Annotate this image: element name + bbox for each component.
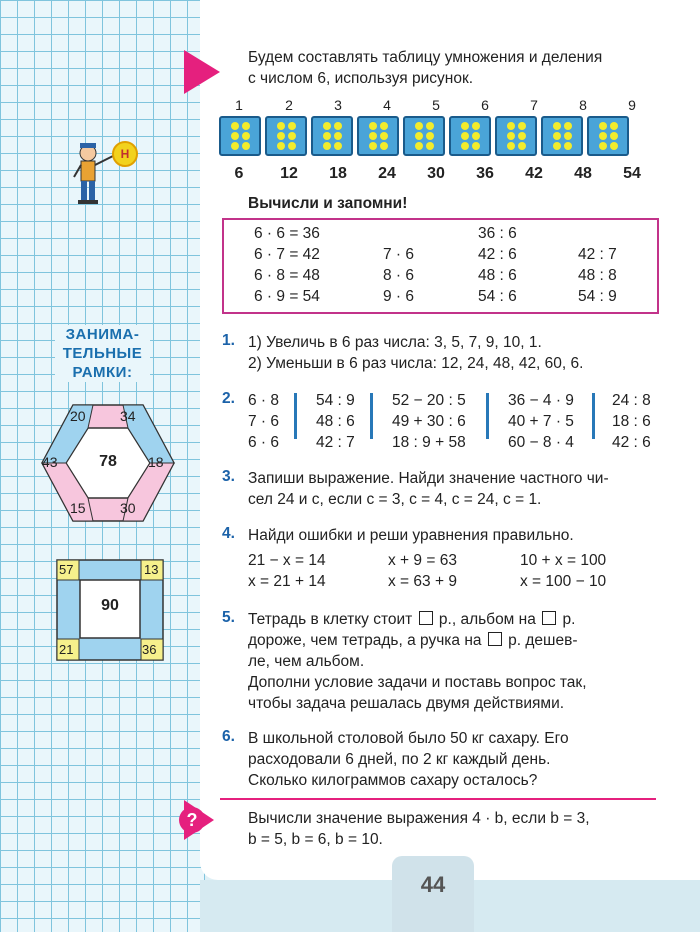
expression: 60 − 8 · 4 xyxy=(508,434,574,451)
dice-row xyxy=(219,116,629,156)
dot xyxy=(242,142,250,150)
dot xyxy=(553,132,561,140)
dice-index: 8 xyxy=(579,97,587,113)
expression: 6 · 6 xyxy=(248,434,280,451)
sidebar-title-line: ЗАНИМА- xyxy=(65,326,140,343)
square-center-value: 90 xyxy=(101,597,119,614)
expression: 48 : 6 xyxy=(316,413,355,430)
dot xyxy=(277,132,285,140)
bonus-line-2: b = 5, b = 6, b = 10. xyxy=(248,831,383,848)
dot xyxy=(288,142,296,150)
dot xyxy=(610,142,618,150)
dice-result: 42 xyxy=(525,165,543,182)
dice-six-icon xyxy=(403,116,445,156)
square-bottom-left-value: 21 xyxy=(59,642,74,657)
column-divider xyxy=(370,393,373,439)
expression: 36 − 4 · 9 xyxy=(508,392,574,409)
dot xyxy=(610,132,618,140)
dot xyxy=(369,142,377,150)
dot xyxy=(380,142,388,150)
column-divider xyxy=(592,393,595,439)
expression: 18 : 9 + 58 xyxy=(392,434,466,451)
dot xyxy=(461,132,469,140)
dot xyxy=(461,142,469,150)
dot xyxy=(277,122,285,130)
dot xyxy=(415,142,423,150)
dot xyxy=(323,132,331,140)
dot xyxy=(518,132,526,140)
dot xyxy=(553,122,561,130)
bonus-line-1: Вычисли значение выражения 4 · b, если b = 3, xyxy=(248,810,590,827)
memorize-cell: 48 : 6 xyxy=(478,267,517,284)
equation: x = 21 + 14 xyxy=(248,573,326,590)
dice-result: 24 xyxy=(378,165,396,182)
blank-box-icon xyxy=(488,632,502,646)
question-mark-icon: ? xyxy=(179,807,205,833)
expression: 6 · 8 xyxy=(248,392,280,409)
dice-index: 6 xyxy=(481,97,489,113)
dot xyxy=(610,122,618,130)
dot xyxy=(415,122,423,130)
dice-result: 6 xyxy=(234,165,244,182)
dot xyxy=(426,142,434,150)
column-divider xyxy=(486,393,489,439)
page-number: 44 xyxy=(420,872,446,897)
dot xyxy=(472,132,480,140)
equation: x + 9 = 63 xyxy=(388,552,457,569)
expression: 42 : 7 xyxy=(316,434,355,451)
expression: 54 : 9 xyxy=(316,392,355,409)
task-5-text-d: дороже, чем тетрадь, а ручка на xyxy=(248,632,482,649)
dot xyxy=(472,142,480,150)
dot xyxy=(334,142,342,150)
memorize-cell: 6 · 6 = 36 xyxy=(254,225,320,242)
memorize-title: Вычисли и запомни! xyxy=(248,195,408,212)
task-3-line-2: сел 24 и c, если c = 3, c = 4, c = 24, c = 1. xyxy=(248,491,542,508)
dot xyxy=(599,142,607,150)
expression: 40 + 7 · 5 xyxy=(508,413,574,430)
memorize-cell: 54 : 9 xyxy=(578,288,617,305)
task-6-number: 6. xyxy=(222,728,235,745)
dice-index: 2 xyxy=(285,97,293,113)
hex-bottom-left-value: 15 xyxy=(70,500,86,516)
dice-result: 54 xyxy=(623,165,641,182)
dice-six-icon xyxy=(357,116,399,156)
expression: 49 + 30 : 6 xyxy=(392,413,466,430)
dot xyxy=(369,122,377,130)
task-1-line-1: 1) Увеличь в 6 раз числа: 3, 5, 7, 9, 10, 1. xyxy=(248,334,542,351)
task-5-number: 5. xyxy=(222,609,235,626)
dot xyxy=(369,132,377,140)
dice-result: 36 xyxy=(476,165,494,182)
hex-top-right-value: 34 xyxy=(120,408,136,424)
task-5-text-b: р., альбом на xyxy=(438,611,536,628)
dot xyxy=(380,122,388,130)
task-5-text-c: р. xyxy=(562,611,576,628)
intro-line-2: с числом 6, используя рисунок. xyxy=(248,70,474,87)
dot xyxy=(380,132,388,140)
task-3-line-1: Запиши выражение. Найди значение частного чи- xyxy=(248,470,609,487)
dice-result: 30 xyxy=(427,165,445,182)
expression: 18 : 6 xyxy=(612,413,651,430)
dot xyxy=(231,132,239,140)
task-5-line-5: чтобы задача решалась двумя действиями. xyxy=(248,695,565,712)
task-5-text-a: Тетрадь в клетку стоит xyxy=(248,611,413,628)
task-1-line-2: 2) Уменьши в 6 раз числа: 12, 24, 48, 42, 60, 6. xyxy=(248,355,584,372)
memorize-cell: 36 : 6 xyxy=(478,225,517,242)
dot xyxy=(564,132,572,140)
memorize-cell: 6 · 7 = 42 xyxy=(254,246,320,263)
hex-left-value: 43 xyxy=(42,454,58,470)
sidebar-title-line: РАМКИ: xyxy=(72,364,133,381)
equation: 21 − x = 14 xyxy=(248,552,326,569)
dice-index: 3 xyxy=(334,97,342,113)
dot xyxy=(507,142,515,150)
dice-six-icon xyxy=(541,116,583,156)
sidebar-title xyxy=(55,325,150,382)
equation: 10 + x = 100 xyxy=(520,552,607,569)
dot xyxy=(277,142,285,150)
memorize-cell: 6 · 8 = 48 xyxy=(254,267,320,284)
dot xyxy=(334,132,342,140)
equation: x = 100 − 10 xyxy=(520,573,607,590)
task-4-number: 4. xyxy=(222,525,235,542)
dot xyxy=(507,122,515,130)
dice-result: 18 xyxy=(329,165,347,182)
dice-six-icon xyxy=(587,116,629,156)
memorize-cell: 8 · 6 xyxy=(383,267,415,284)
dice-index: 4 xyxy=(383,97,391,113)
dot xyxy=(323,142,331,150)
dice-index: 7 xyxy=(530,97,538,113)
expression: 52 − 20 : 5 xyxy=(392,392,466,409)
divider-line xyxy=(220,798,656,800)
task-2-number: 2. xyxy=(222,390,235,407)
expression: 42 : 6 xyxy=(612,434,651,451)
blank-box-icon xyxy=(542,611,556,625)
memorize-cell: 7 · 6 xyxy=(383,246,415,263)
task-5-line-3: ле, чем альбом. xyxy=(248,653,365,670)
dot xyxy=(564,142,572,150)
dice-six-icon xyxy=(311,116,353,156)
memorize-cell: 6 · 9 = 54 xyxy=(254,288,320,305)
dot xyxy=(231,122,239,130)
hex-top-left-value: 20 xyxy=(70,408,86,424)
dot xyxy=(415,132,423,140)
square-top-right-value: 13 xyxy=(144,562,159,577)
dot xyxy=(553,142,561,150)
dot xyxy=(242,132,250,140)
task-6-line-3: Сколько килограммов сахару осталось? xyxy=(248,772,538,789)
hex-bottom-right-value: 30 xyxy=(120,500,136,516)
dot xyxy=(518,142,526,150)
equation: x = 63 + 9 xyxy=(388,573,457,590)
task-5-line-2 xyxy=(248,630,578,651)
square-bottom-right-value: 36 xyxy=(142,642,157,657)
dot xyxy=(323,122,331,130)
task-5-line-1 xyxy=(248,609,575,630)
dot xyxy=(288,132,296,140)
hex-center-value: 78 xyxy=(99,453,117,470)
expression: 24 : 8 xyxy=(612,392,651,409)
badge-icon: Н xyxy=(112,141,138,167)
dice-result: 48 xyxy=(574,165,592,182)
dice-result: 12 xyxy=(280,165,298,182)
dot xyxy=(334,122,342,130)
dot xyxy=(599,132,607,140)
dice-six-icon xyxy=(265,116,307,156)
dice-index: 1 xyxy=(235,97,243,113)
dice-index: 9 xyxy=(628,97,636,113)
sidebar-title-line: ТЕЛЬНЫЕ xyxy=(62,345,143,362)
memorize-cell: 42 : 6 xyxy=(478,246,517,263)
dot xyxy=(242,122,250,130)
task-5-line-4: Дополни условие задачи и поставь вопрос так, xyxy=(248,674,587,691)
dot xyxy=(599,122,607,130)
memorize-cell: 42 : 7 xyxy=(578,246,617,263)
task-1-number: 1. xyxy=(222,332,235,349)
dice-six-icon xyxy=(219,116,261,156)
task-4-line-1: Найди ошибки и реши уравнения правильно. xyxy=(248,527,574,544)
dot xyxy=(426,122,434,130)
dot xyxy=(472,122,480,130)
dice-index: 5 xyxy=(432,97,440,113)
blank-box-icon xyxy=(419,611,433,625)
hex-right-value: 18 xyxy=(148,454,164,470)
task-5-text-e: р. дешев- xyxy=(508,632,578,649)
expression: 7 · 6 xyxy=(248,413,280,430)
section-marker-icon xyxy=(184,50,220,94)
dot xyxy=(231,142,239,150)
dot xyxy=(518,122,526,130)
dice-six-icon xyxy=(495,116,537,156)
task-3-number: 3. xyxy=(222,468,235,485)
memorize-cell: 48 : 8 xyxy=(578,267,617,284)
memorize-cell: 9 · 6 xyxy=(383,288,415,305)
square-top-left-value: 57 xyxy=(59,562,74,577)
task-6-line-1: В школьной столовой было 50 кг сахару. Его xyxy=(248,730,569,747)
memorize-cell: 54 : 6 xyxy=(478,288,517,305)
dice-six-icon xyxy=(449,116,491,156)
dot xyxy=(426,132,434,140)
column-divider xyxy=(294,393,297,439)
dot xyxy=(507,132,515,140)
dot xyxy=(288,122,296,130)
dot xyxy=(461,122,469,130)
dot xyxy=(564,122,572,130)
task-6-line-2: расходовали 6 дней, по 2 кг каждый день. xyxy=(248,751,551,768)
intro-line-1: Будем составлять таблицу умножения и деления xyxy=(248,49,603,66)
